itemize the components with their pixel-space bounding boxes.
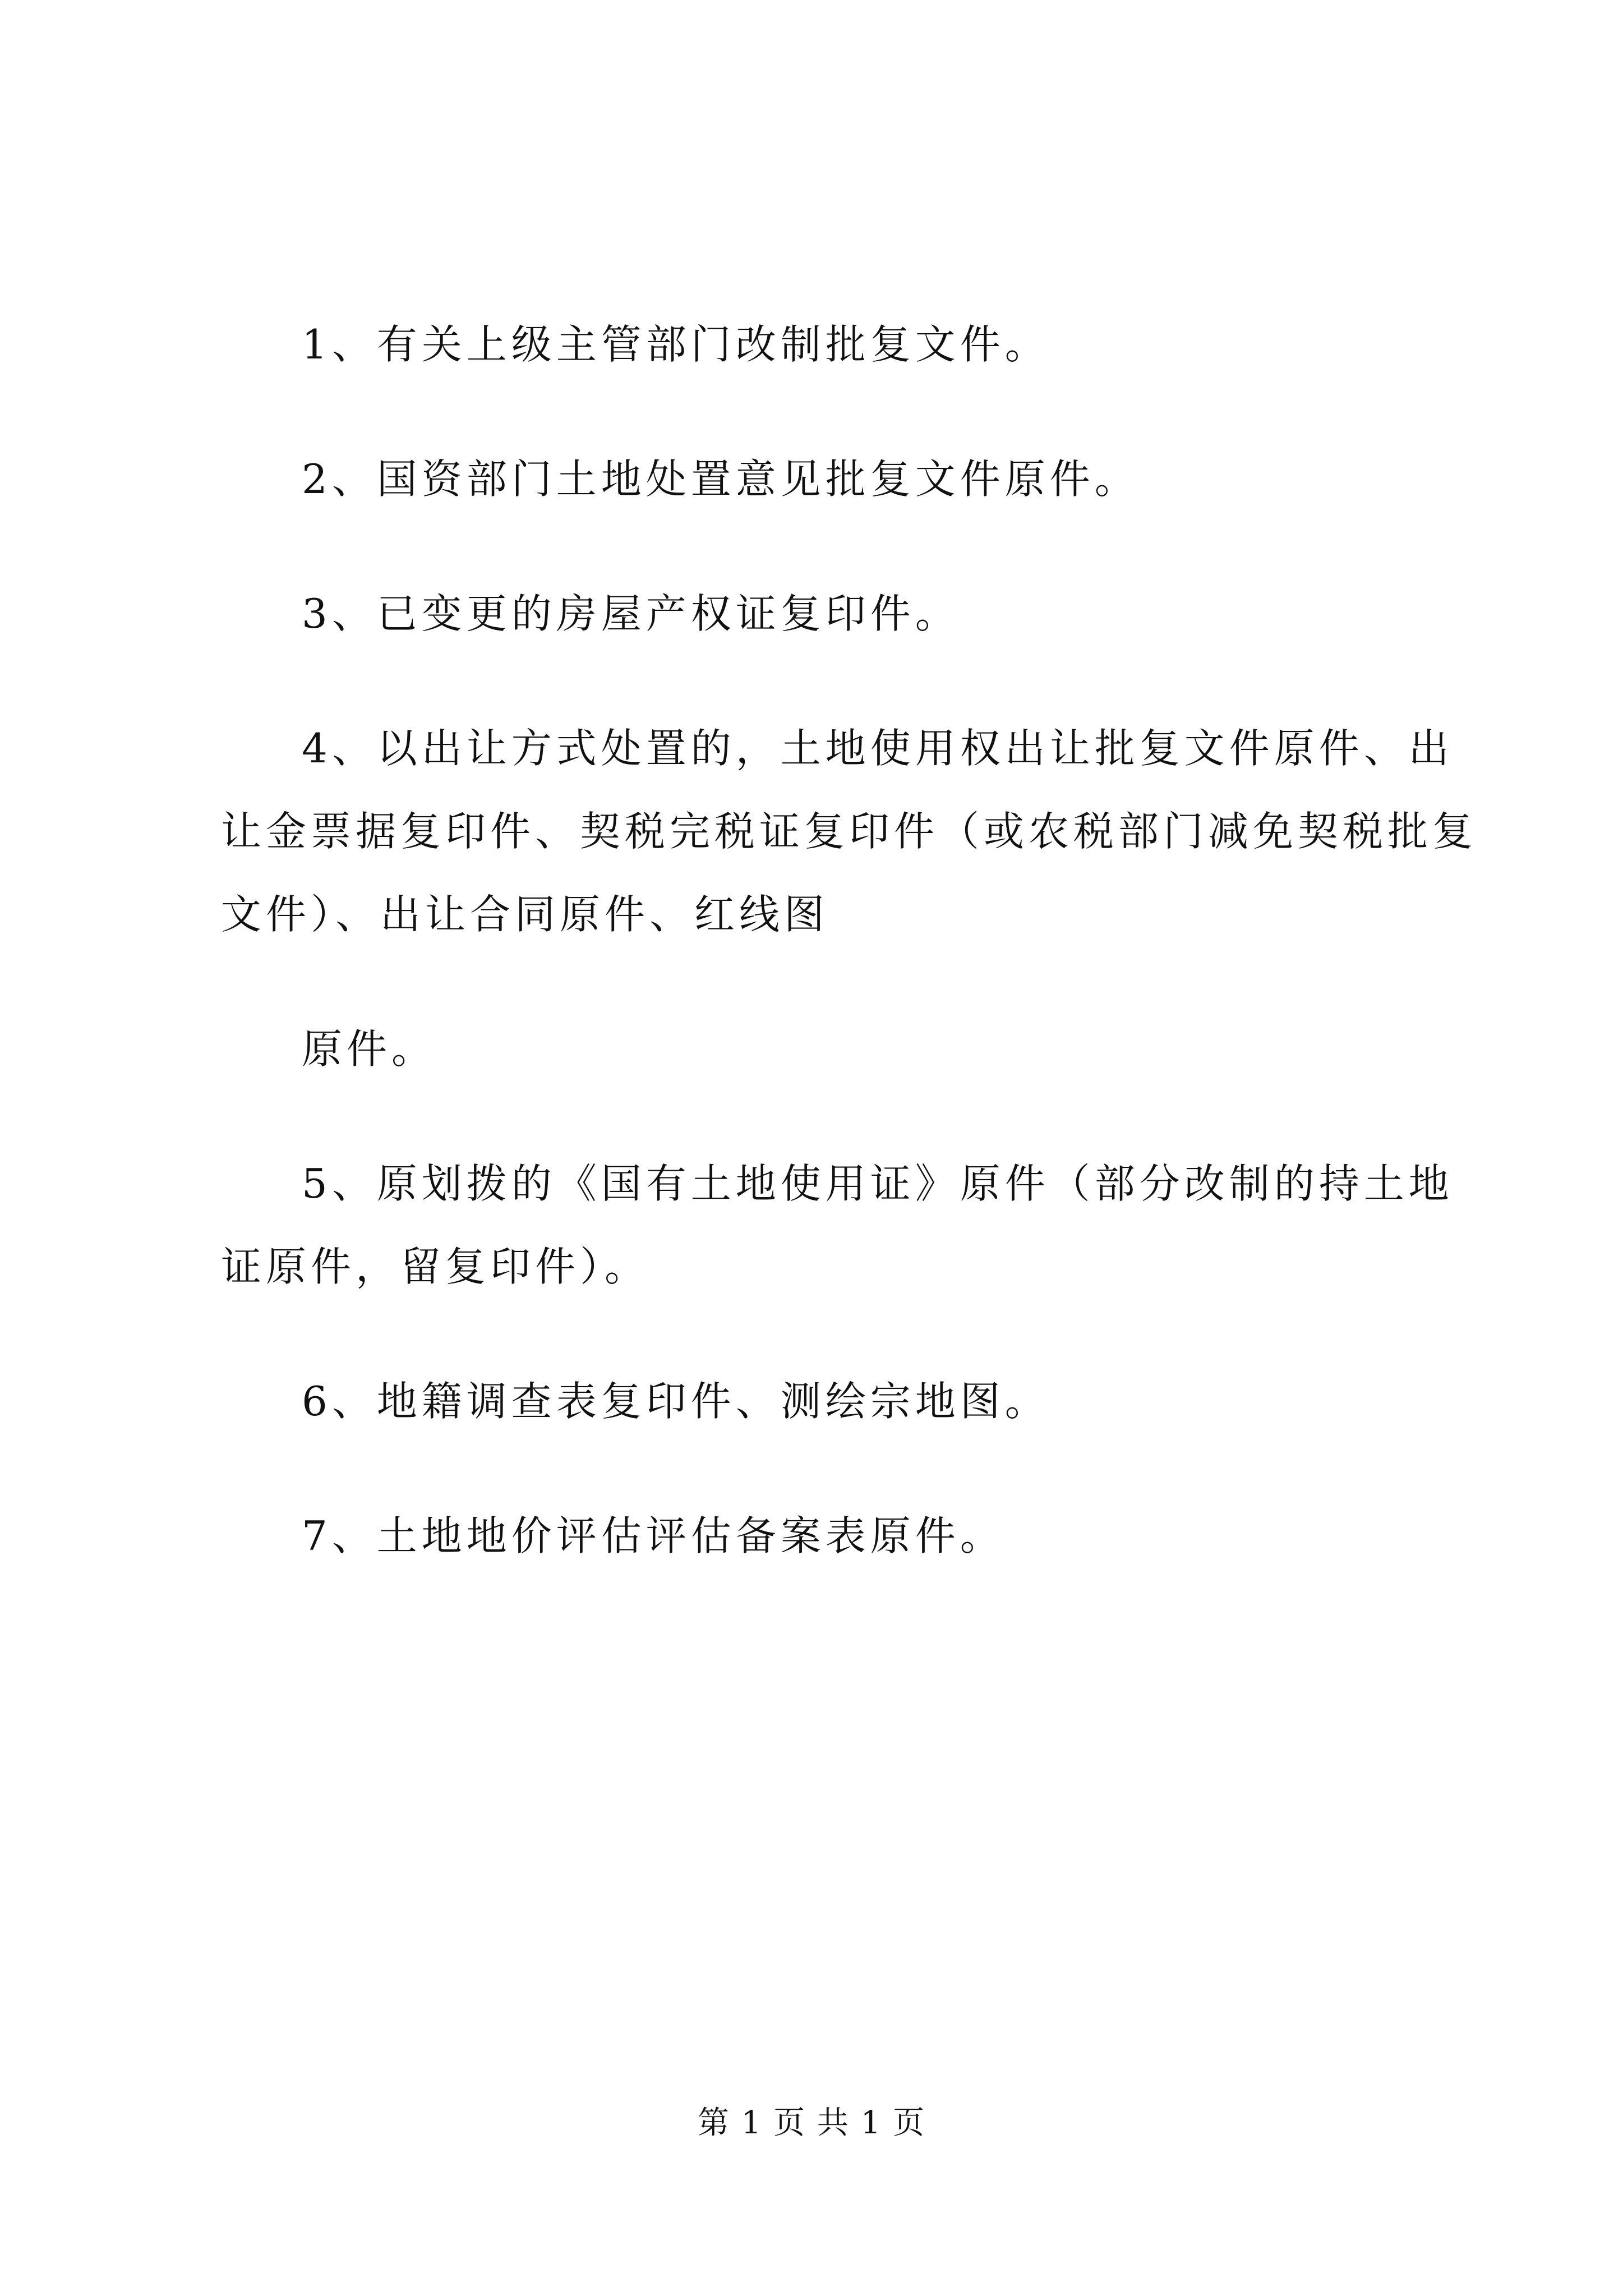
item-7-line-1: 7、土地地价评估评估备案表原件。	[302, 1512, 1005, 1559]
list-item-7	[221, 1494, 1438, 1577]
item-2-line-1: 2、国资部门土地处置意见批复文件原件。	[302, 455, 1140, 503]
list-item-2	[221, 438, 1438, 521]
document-body	[221, 303, 1478, 1577]
item-4-line-2: 让金票据复印件、契税完税证复印件（或农税部门减免契税批复	[221, 808, 1478, 855]
list-item-1	[221, 303, 1438, 386]
list-item-4-continuation	[221, 1007, 1438, 1091]
page-number-label: 第 1 页 共 1 页	[697, 2105, 926, 2141]
list-item-5	[221, 1142, 1454, 1308]
list-item-6	[221, 1360, 1438, 1443]
list-item-4	[221, 707, 1478, 956]
item-3-line-1: 3、已变更的房屋产权证复印件。	[302, 590, 960, 637]
page-footer	[0, 2101, 1623, 2146]
item-4-continuation-line: 原件。	[302, 1025, 437, 1073]
list-item-3	[221, 572, 1438, 655]
item-5-line-1: 5、原划拨的《国有土地使用证》原件（部分改制的持土地	[302, 1160, 1454, 1207]
item-1-line-1: 1、有关上级主管部门改制批复文件。	[302, 321, 1050, 368]
item-5-line-2: 证原件，留复印件）。	[221, 1243, 650, 1290]
item-4-line-3: 文件）、出让合同原件、红线图	[221, 891, 829, 938]
item-4-line-1: 4、以出让方式处置的，土地使用权出让批复文件原件、出	[302, 725, 1454, 772]
item-6-line-1: 6、地籍调查表复印件、测绘宗地图。	[302, 1378, 1050, 1425]
